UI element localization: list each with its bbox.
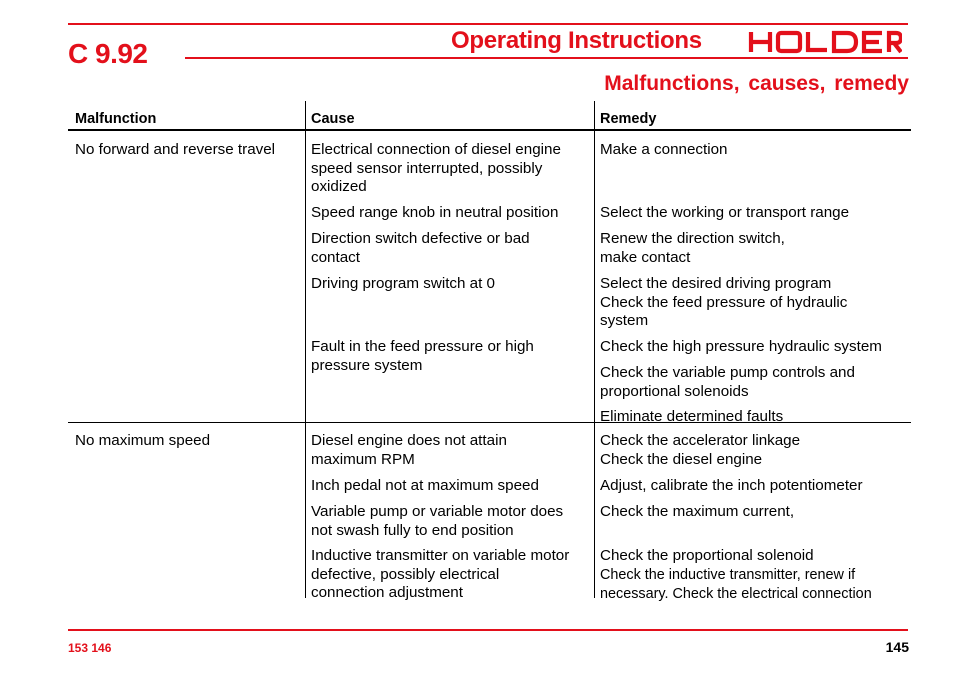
cause-cell: Diesel engine does not attain maximum RPM [311, 432, 507, 468]
document-code: C 9.92 [68, 38, 148, 69]
cause-cell: Direction switch defective or bad contact [311, 230, 530, 266]
cause-cell: Driving program switch at 0 [311, 275, 496, 292]
cause-cell: Inch pedal not at maximum speed [311, 477, 539, 494]
remedy-cell: Check the maximum current, [600, 503, 795, 520]
remedy-cell: Select the desired driving program Check the feed pressure of hydraulic system [600, 275, 848, 329]
remedy-cell: Make a connection [600, 141, 728, 158]
malfunction-cell: No forward and reverse travel [75, 141, 276, 158]
remedy-cell: Check the high pressure hydraulic system [600, 338, 882, 355]
document-id: 153 146 [68, 641, 112, 655]
column-divider-1 [305, 101, 306, 598]
remedy-cell: Eliminate determined faults [600, 408, 784, 425]
cause-cell: Fault in the feed pressure or high pressure system [311, 338, 534, 374]
remedy-cell: Select the working or transport range [600, 204, 850, 221]
cause-cell: Electrical connection of diesel engine speed sensor interrupted, possibly oxidized [311, 141, 561, 195]
remedy-cell: Renew the direction switch, make contact [600, 230, 785, 266]
footer-rule [68, 629, 908, 631]
header-mid-rule [185, 57, 908, 59]
remedy-cell: Check the accelerator linkage Check the diesel engine [600, 432, 801, 468]
malfunction-cell: No maximum speed [75, 432, 211, 449]
remedy-cell: Check the proportional solenoid [600, 547, 814, 564]
column-divider-2 [594, 101, 595, 598]
remedy-cell: Adjust, calibrate the inch potentiometer [600, 477, 863, 494]
table-header-rule [68, 129, 911, 131]
page-title: Operating Instructions [451, 27, 702, 54]
header-top-rule [68, 23, 908, 25]
column-header-malfunction: Malfunction [75, 111, 157, 127]
remedy-cell: Check the variable pump controls and proportional solenoids [600, 364, 855, 400]
cause-cell: Inductive transmitter on variable motor defective, possibly electrical connection adjustment [311, 547, 570, 601]
cause-cell: Variable pump or variable motor does not swash fully to end position [311, 503, 564, 539]
column-header-remedy: Remedy [600, 111, 657, 127]
remedy-cell: Check the inductive transmitter, renew if necessary. Check the electrical connection [600, 567, 872, 602]
column-header-cause: Cause [311, 111, 355, 127]
section-subtitle: Malfunctions, causes, remedy [604, 72, 909, 95]
holder-logo [748, 30, 902, 54]
cause-cell: Speed range knob in neutral position [311, 204, 559, 221]
group-divider [68, 422, 911, 423]
page-number: 145 [885, 639, 909, 655]
